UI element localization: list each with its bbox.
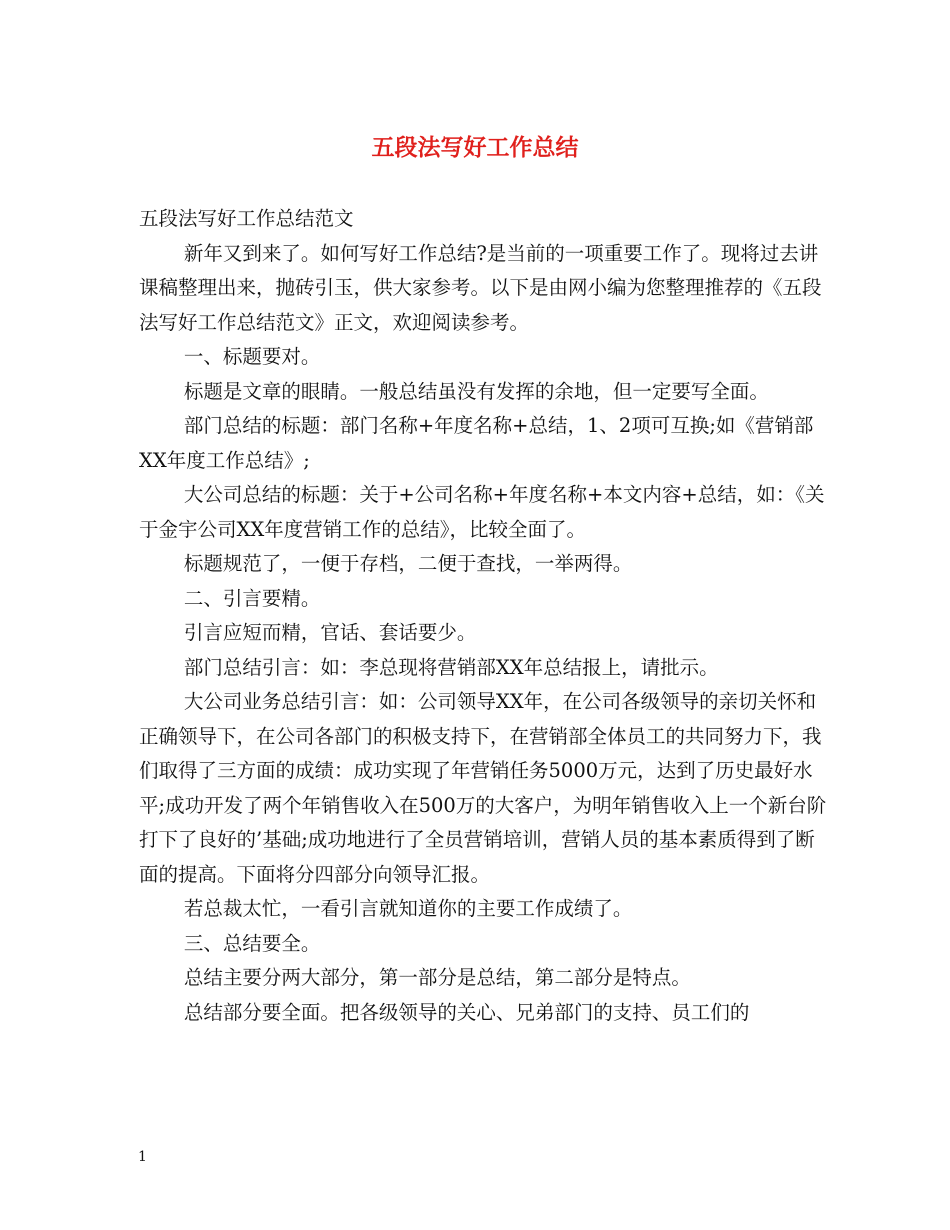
section-heading: 二、引言要精。 [183, 586, 321, 610]
body-paragraph: 标题规范了，一便于存档，二便于查找，一举两得。 [183, 552, 633, 575]
body-paragraph: 若总裁太忙，一看引言就知道你的主要工作成绩了。 [183, 897, 633, 920]
document-body [139, 202, 829, 1030]
body-paragraph: 部门总结的标题：部门名称+年度名称+总结，1、2项可互换;如《营销部XX年度工作总结》; [139, 414, 814, 472]
body-paragraph: 新年又到来了。如何写好工作总结?是当前的一项重要工作了。现将过去讲课稿整理出来，抛砖引玉，供大家参考。以下是由网小编为您整理推荐的《五段法写好工作总结范文》正文，欢迎阅读参考。 [139, 241, 822, 334]
body-paragraph: 大公司总结的标题：关于+公司名称+年度名称+本文内容+总结，如：《关于金宇公司XX年度营销工作的总结》，比较全面了。 [139, 483, 825, 541]
section-heading: 一、标题要对。 [183, 345, 321, 368]
subtitle-paragraph: 五段法写好工作总结范文 [139, 207, 354, 230]
section-heading: 三、总结要全。 [183, 931, 321, 955]
body-paragraph: 标题是文章的眼睛。一般总结虽没有发挥的余地，但一定要写全面。 [183, 379, 769, 403]
body-paragraph: 总结主要分两大部分，第一部分是总结，第二部分是特点。 [183, 966, 691, 989]
body-paragraph: 大公司业务总结引言：如：公司领导XX年，在公司各级领导的亲切关怀和正确领导下，在公司各部门的积极支持下，在营销部全体员工的共同努力下，我们取得了三方面的成绩：成功实现了年营销任务5000万元，达到了历史最好水平;成功开发了两个年销售收入在500万的大客户，为明年销售收入上一个新台阶打下了良好的’基础;成功地进行了全员营销培训，营销人员的基本素质得到了断面的提高。下面将分四部分向领导汇报。 [139, 690, 827, 886]
body-paragraph: 总结部分要全面。把各级领导的关心、兄弟部门的支持、员工们的 [183, 1000, 750, 1024]
body-paragraph: 部门总结引言：如：李总现将营销部XX年总结报上，请批示。 [183, 655, 719, 679]
body-paragraph: 引言应短而精，官话、套话要少。 [183, 621, 477, 644]
document-title: 五段法写好工作总结 [371, 134, 579, 161]
page-number: 1 [138, 1149, 147, 1165]
